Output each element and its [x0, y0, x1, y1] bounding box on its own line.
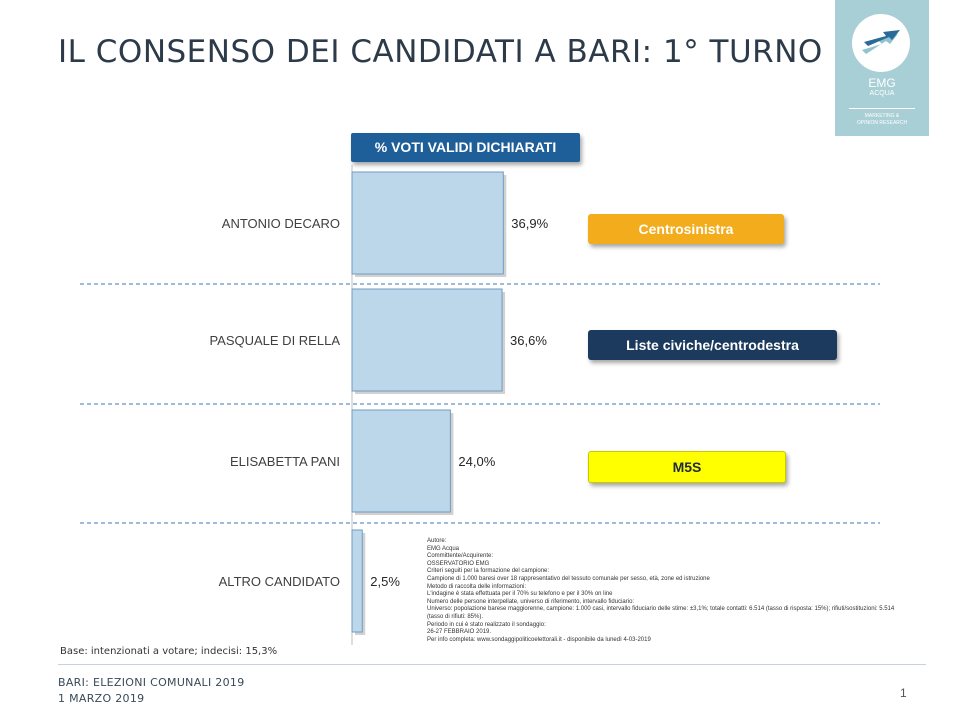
logo-name: EMG [868, 76, 896, 90]
bar-pasquale-di-rella [352, 289, 502, 391]
note-line: EMG Acqua [427, 545, 460, 552]
logo-sub: ACQUA [869, 90, 895, 97]
logo-tagline-1: MARKETING & [864, 113, 900, 119]
page-title: IL CONSENSO DEI CANDIDATI A BARI: 1° TURNO [58, 34, 823, 70]
category-label: PASQUALE DI RELLA [209, 333, 340, 348]
note-line: Criteri seguiti per la formazione del campione: [427, 568, 550, 575]
bar-elisabetta-pani [352, 410, 450, 512]
note-line: 26-27 FEBBRAIO 2019. [427, 629, 492, 636]
note-line: Autore: [427, 538, 447, 544]
footer-divider [58, 664, 926, 665]
note-line: Periodo in cui è stato realizzato il sondaggio: [427, 621, 546, 628]
category-label: ANTONIO DECARO [221, 216, 340, 231]
note-line: Metodo di raccolta delle informazioni: [427, 583, 527, 590]
note-line: L'indagine è stata effettuata per il 70% su telefono e per il 30% on line [427, 591, 613, 598]
value-label: 36,9% [511, 216, 549, 231]
note-line: Universo: popolazione barese maggiorenne, campione: 1.000 casi, intervallo fiduciario delle stime: ±3,1%; totale contatti: 6.514 (tasso di risposta: 15%); rifiuti/sostituzioni: 5.514 [427, 606, 895, 613]
coalition-badge-centrosinistra: Centrosinistra [588, 214, 784, 244]
note-line: OSSERVATORIO EMG [427, 560, 490, 567]
note-line: Committente/Acquirente: [427, 553, 494, 560]
base-note: Base: intenzionati a votare; indecisi: 15,3% [60, 646, 278, 657]
category-label: ELISABETTA PANI [229, 454, 340, 469]
coalition-badge-centrodestra: Liste civiche/centrodestra [588, 330, 837, 360]
page-number: 1 [900, 686, 907, 700]
value-label: 2,5% [370, 574, 400, 589]
coalition-badge-m5s: M5S [588, 451, 786, 483]
note-line: Numero delle persone interpellate, universo di riferimento, intervallo fiduciario: [427, 598, 635, 605]
chart-header: % VOTI VALIDI DICHIARATI [351, 133, 580, 162]
note-line: Per info completa: www.sondaggipoliticoelettorali.it - disponibile da lunedì 4-03-2019 [427, 636, 651, 643]
bar-altro-candidato [352, 530, 362, 632]
value-label: 36,6% [510, 333, 547, 348]
methodology-note [427, 538, 947, 644]
note-line: (tasso di rifiuti: 85%). [427, 613, 484, 620]
note-line: Campione di 1.000 baresi over 18 rappresentativo del tessuto comunale per sesso, età, zone ed istruzione [427, 575, 710, 582]
value-label: 24,0% [458, 454, 496, 469]
category-label: ALTRO CANDIDATO [218, 574, 340, 589]
logo-tagline-2: OPINION RESEARCH [856, 120, 908, 126]
footer-event: BARI: ELEZIONI COMUNALI 2019 [58, 676, 245, 689]
footer-date: 1 MARZO 2019 [58, 692, 145, 705]
bar-antonio-decaro [352, 172, 503, 274]
